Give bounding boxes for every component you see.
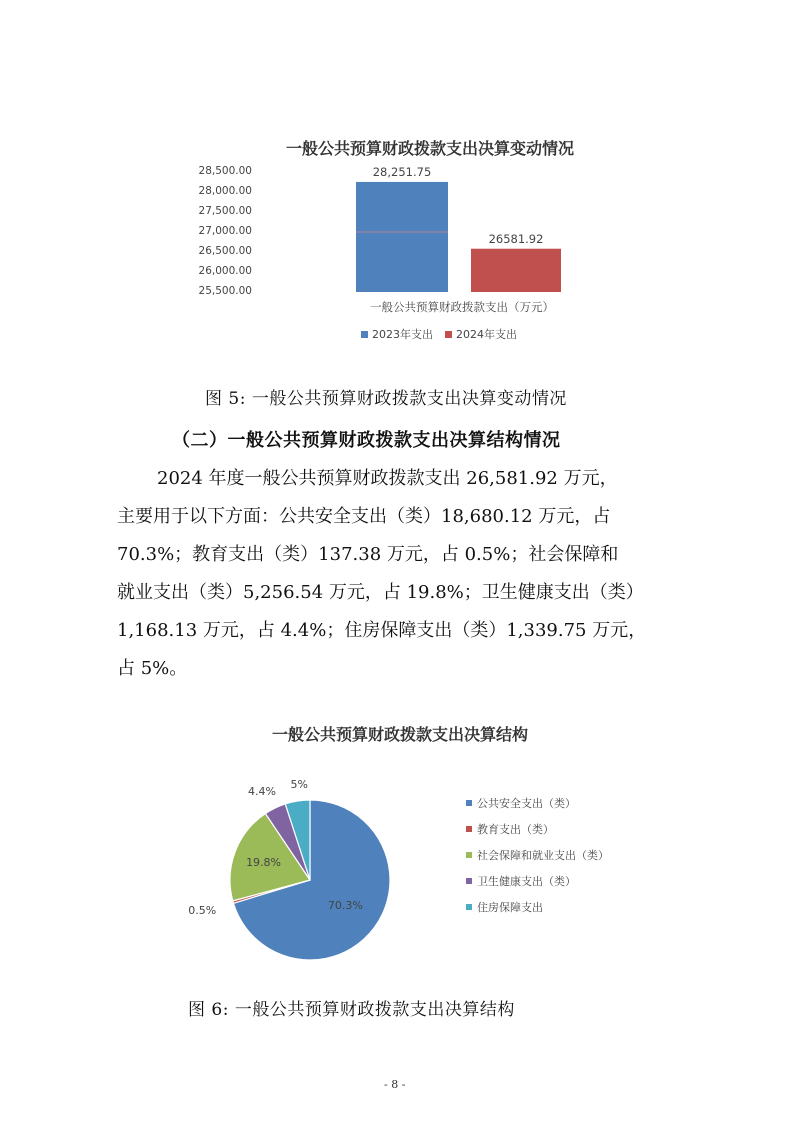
paragraph-line-4: 就业支出（类）5,256.54 万元，占 19.8%；卫生健康支出（类） [117,582,644,603]
bar-value-label-2023: 28,251.75 [372,164,432,179]
pie-legend-swatch-0 [466,800,472,806]
figure-5-caption: 图 5: 一般公共预算财政拨款支出决算变动情况 [205,389,567,409]
pie-legend-label-4: 住房保障支出 [477,901,543,914]
bar-chart-title: 一般公共预算财政拨款支出决算变动情况 [285,139,574,158]
pie-value-label-4: 5% [290,777,308,791]
bar-y-tick-1: 28,000.00 [198,185,252,197]
pie-value-label-2: 19.8% [246,855,282,869]
legend-swatch-2024 [445,331,452,338]
bar-value-label-2024: 26581.92 [488,231,544,246]
legend-label-2023: 2023年支出 [372,328,433,341]
paragraph-line-6: 占 5%。 [117,658,188,679]
paragraph-line-3: 70.3%；教育支出（类）137.38 万元，占 0.5%；社会保障和 [117,544,619,565]
pie-legend-label-3: 卫生健康支出（类） [477,875,576,888]
pie-legend-item-3 [466,868,609,894]
pie-legend-swatch-4 [466,904,472,910]
paragraph-line-2: 主要用于以下方面：公共安全支出（类）18,680.12 万元，占 [117,506,611,527]
figure-6-caption: 图 6: 一般公共预算财政拨款支出决算结构 [188,1000,515,1020]
bar-y-tick-6: 25,500.00 [198,285,252,297]
pie-chart-title: 一般公共预算财政拨款支出决算结构 [271,725,528,744]
pie-legend-label-0: 公共安全支出（类） [477,797,576,810]
bar-legend [361,326,517,342]
pie-legend-item-4 [466,894,609,920]
section-paragraph [117,460,687,688]
pie-legend-item-2 [466,842,609,868]
pie-chart [200,770,420,990]
section-heading: （二）一般公共预算财政拨款支出决算结构情况 [172,430,561,451]
pie-legend-swatch-2 [466,852,472,858]
bar-y-tick-5: 26,000.00 [198,265,252,277]
pie-value-label-1: 0.5% [188,903,217,917]
bar-y-tick-4: 26,500.00 [198,245,252,257]
bar-2023年支出 [356,182,448,292]
pie-legend-swatch-3 [466,878,472,884]
pie-legend [466,790,609,920]
pie-value-label-3: 4.4% [248,784,276,798]
pie-legend-swatch-1 [466,826,472,832]
paragraph-line-1: 2024 年度一般公共预算财政拨款支出 26,581.92 万元， [157,468,618,489]
pie-legend-item-0 [466,790,609,816]
pie-value-label-0: 70.3% [327,899,363,913]
bar-y-tick-3: 27,000.00 [198,225,252,237]
pie-legend-item-1 [466,816,609,842]
bar-x-axis-label: 一般公共预算财政拨款支出（万元） [370,300,554,314]
page-number: - 8 - [384,1078,406,1091]
legend-swatch-2023 [361,331,368,338]
pie-legend-label-2: 社会保障和就业支出（类） [477,849,609,862]
legend-label-2024: 2024年支出 [456,328,517,341]
bar-2024年支出 [471,249,561,292]
bar-y-tick-2: 27,500.00 [198,205,252,217]
bar-y-tick-0: 28,500.00 [198,165,252,177]
paragraph-line-5: 1,168.13 万元，占 4.4%；住房保障支出（类）1,339.75 万元， [117,620,647,641]
pie-legend-label-1: 教育支出（类） [477,823,554,836]
